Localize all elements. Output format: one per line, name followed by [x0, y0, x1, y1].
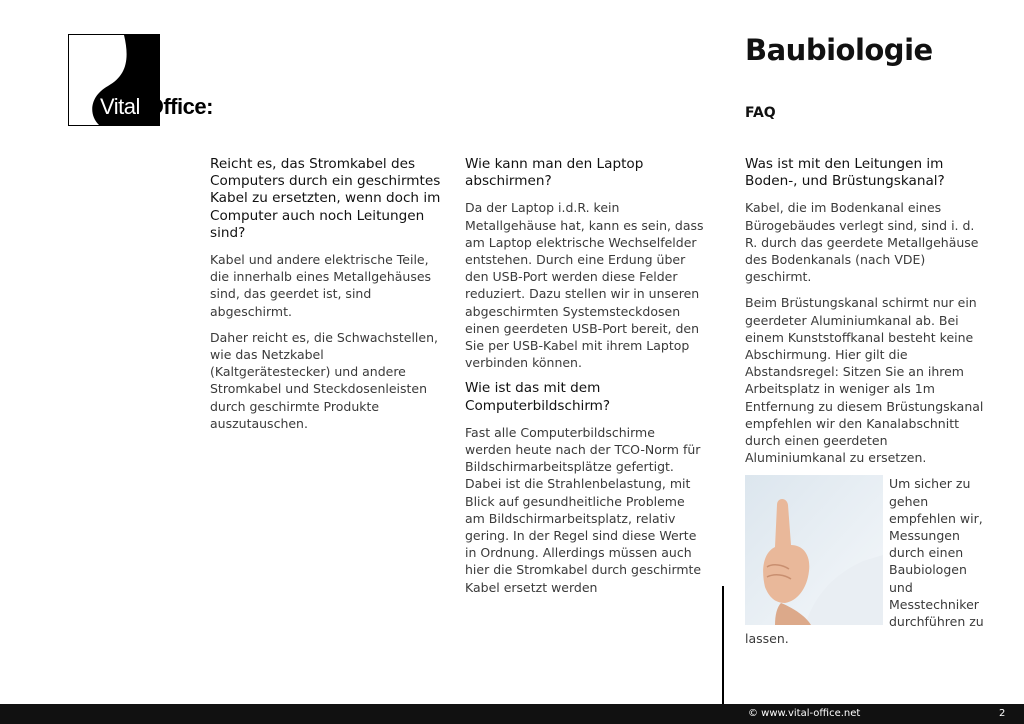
logo-text — [100, 92, 213, 122]
pointing-hand-icon — [745, 475, 883, 625]
column-right — [745, 156, 985, 656]
divider-line — [722, 586, 724, 704]
footer-url: © www.vital-office.net — [748, 708, 861, 719]
page-number: 2 — [999, 708, 1006, 719]
question-heading: Was ist mit den Leitungen im Boden-, und Brüstungskanal? — [745, 156, 945, 190]
answer-paragraph — [745, 475, 985, 647]
question-heading: Wie kann man den Laptop abschirmen? — [465, 156, 644, 190]
answer-paragraph: Beim Brüstungskanal schirmt nur ein geerdeter Aluminiumkanal ab. Bei einem Kunststoffkanal besteht keine Abschirmung. Hier gilt die Abstandsregel: Sitzen Sie an ihrem Arbeitsplatz in weniger als 1m Entfernung zu diesem Brüstungskanal empfehlen wir den Kanalabschnitt durch einen geerdeten Aluminiumkanal zu ersetzen. — [745, 295, 984, 466]
footer-bar — [0, 704, 1024, 724]
question-heading: Reicht es, das Stromkabel des Computers durch ein geschirmtes Kabel zu ersetzten, wenn doch im Computer auch noch Leitungen sind? — [210, 156, 441, 241]
answer-paragraph: Daher reicht es, die Schwachstellen, wie das Netzkabel (Kaltgerätestecker) und andere Stromkabel und Steckdosenleisten durch geschirmte Produkte auszutauschen. — [210, 329, 438, 431]
pointing-hand-photo — [745, 475, 883, 625]
column-left — [210, 156, 445, 441]
column-middle — [465, 156, 705, 605]
logo-text-office: -Office: — [139, 94, 213, 119]
answer-paragraph: Kabel und andere elektrische Teile, die innerhalb eines Metallgehäuses sind, das geerdet ist, sind abgeschirmt. — [210, 252, 432, 319]
answer-text: Um sicher zu gehen empfehlen wir, Messungen durch einen Baubiologen und Messtechniker durchführen zu lassen. — [745, 476, 984, 647]
logo-text-vital: Vital — [100, 94, 140, 119]
answer-paragraph: Da der Laptop i.d.R. kein Metallgehäuse hat, kann es sein, dass am Laptop elektrische Wechselfelder entstehen. Durch eine Erdung über den USB-Port werden diese Felder reduziert. Dazu stellen wir in unseren abgeschirmten Systemsteckdosen einen geerdeten USB-Port bereit, den Sie per USB-Kabel mit ihrem Laptop verbinden können. — [465, 200, 704, 371]
answer-paragraph: Kabel, die im Bodenkanal eines Bürogebäudes verlegt sind, sind i. d. R. durch das geerdete Metallgehäuse des Bodenkanals (nach VDE) geschirmt. — [745, 200, 979, 285]
answer-paragraph: Fast alle Computerbildschirme werden heute nach der TCO-Norm für Bildschirmarbeitsplätze gefertigt. Dabei ist die Strahlenbelastung, mit Blick auf gesundheitliche Probleme am Bildschirmarbeitsplatz, relativ gering. In der Regel sind diese Werte in Ordnung. Allerdings müssen auch hier die Stromkabel durch geschirmte Kabel ersetzt werden — [465, 424, 702, 595]
section-label: FAQ — [745, 105, 776, 121]
question-heading: Wie ist das mit dem Computerbildschirm? — [465, 380, 611, 414]
page-title: Baubiologie — [745, 33, 933, 67]
